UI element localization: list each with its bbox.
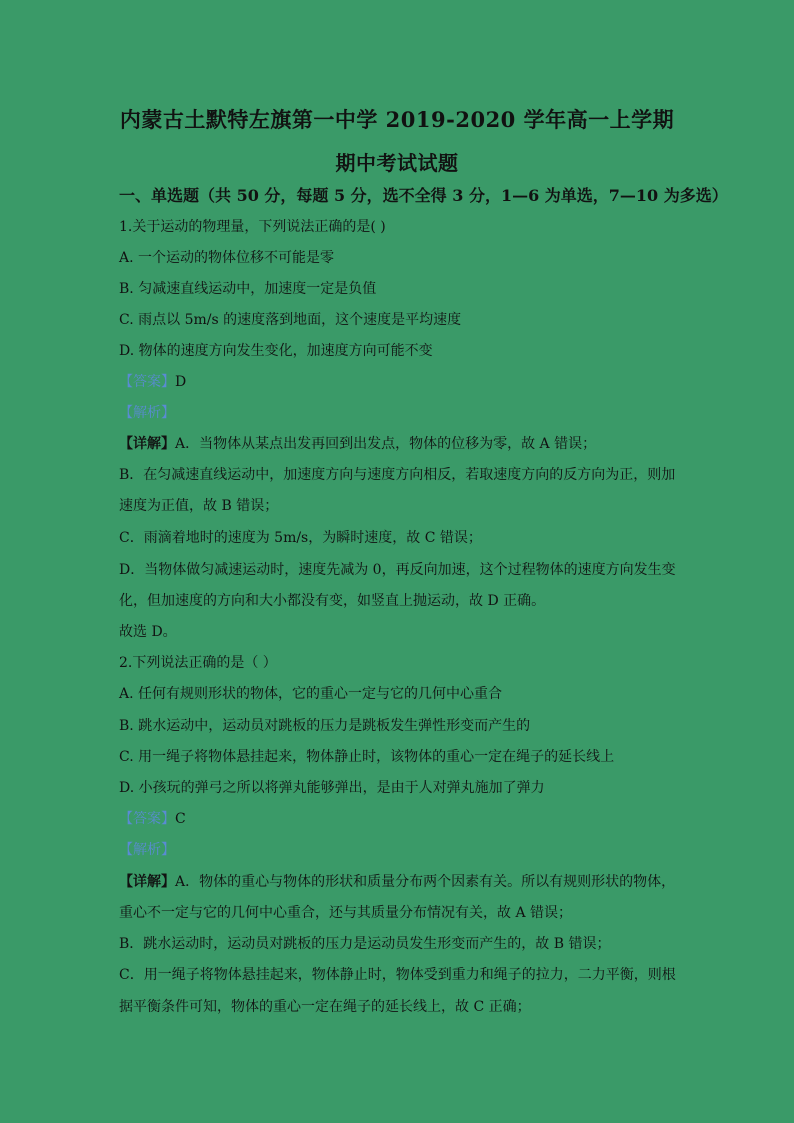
q2-detail-line: 据平衡条件可知，物体的重心一定在绳子的延长线上，故 C 正确；: [119, 999, 531, 1015]
q2-detail-text: A．物体的重心与物体的形状和质量分布两个因素有关。所以有规则形状的物体，: [175, 874, 676, 890]
q1-detail-line: 速度为正值，故 B 错误；: [119, 498, 279, 514]
q1-detail-line: 故选 D。: [119, 624, 177, 640]
q1-detail-line: 化，但加速度的方向和大小都没有变，如竖直上抛运动，故 D 正确。: [119, 593, 546, 609]
detail-tag: 【详解】: [119, 436, 175, 452]
q1-detail-line: B．在匀减速直线运动中，加速度方向与速度方向相反，若取速度方向的反方向为正，则加: [119, 467, 676, 483]
q2-answer-value: C: [175, 811, 186, 827]
q2-detail-line: [119, 872, 675, 892]
detail-tag: 【详解】: [119, 874, 175, 890]
q2-answer: [119, 809, 186, 829]
q1-option-a: A. 一个运动的物体位移不可能是零: [119, 250, 335, 266]
q1-detail-line: [119, 434, 596, 454]
q1-option-c: C. 雨点以 5m/s 的速度落到地面，这个速度是平均速度: [119, 312, 462, 328]
q2-analysis-tag: 【解析】: [119, 842, 175, 858]
q1-analysis-tag: 【解析】: [119, 405, 175, 421]
q1-detail-line: C．雨滴着地时的速度为 5m/s，为瞬时速度，故 C 错误；: [119, 530, 482, 546]
q1-option-b: B. 匀减速直线运动中，加速度一定是负值: [119, 281, 377, 297]
q2-detail-line: 重心不一定与它的几何中心重合，还与其质量分布情况有关，故 A 错误；: [119, 905, 573, 921]
q1-detail-text: A．当物体从某点出发再回到出发点，物体的位移为零，故 A 错误；: [175, 436, 597, 452]
q1-answer: [119, 372, 186, 392]
q2-option-a: A. 任何有规则形状的物体，它的重心一定与它的几何中心重合: [119, 686, 503, 702]
q2-detail-line: B．跳水运动时，运动员对跳板的压力是运动员发生形变而产生的，故 B 错误；: [119, 936, 611, 952]
answer-tag: 【答案】: [119, 374, 175, 390]
answer-tag: 【答案】: [119, 811, 175, 827]
section-heading: 一、单选题（共 50 分，每题 5 分，选不全得 3 分，1—6 为单选，7—10 为多选）: [119, 186, 728, 205]
document-title: 内蒙古土默特左旗第一中学 2019-2020 学年高一上学期: [119, 107, 675, 132]
q1-option-d: D. 物体的速度方向发生变化，加速度方向可能不变: [119, 343, 433, 359]
q1-stem: 1.关于运动的物理量，下列说法正确的是( ): [119, 219, 386, 235]
q2-option-c: C. 用一绳子将物体悬挂起来，物体静止时，该物体的重心一定在绳子的延长线上: [119, 749, 615, 765]
document-subtitle: 期中考试试题: [335, 151, 459, 175]
q2-detail-line: C．用一绳子将物体悬挂起来，物体静止时，物体受到重力和绳子的拉力，二力平衡，则根: [119, 967, 676, 983]
q1-detail-line: D．当物体做匀减速运动时，速度先减为 0，再反向加速，这个过程物体的速度方向发生变: [119, 562, 676, 578]
q2-option-b: B. 跳水运动中，运动员对跳板的压力是跳板发生弹性形变而产生的: [119, 718, 531, 734]
q2-stem: 2.下列说法正确的是（ ）: [119, 655, 277, 671]
q1-answer-value: D: [175, 374, 187, 390]
q2-option-d: D. 小孩玩的弹弓之所以将弹丸能够弹出，是由于人对弹丸施加了弹力: [119, 780, 545, 796]
